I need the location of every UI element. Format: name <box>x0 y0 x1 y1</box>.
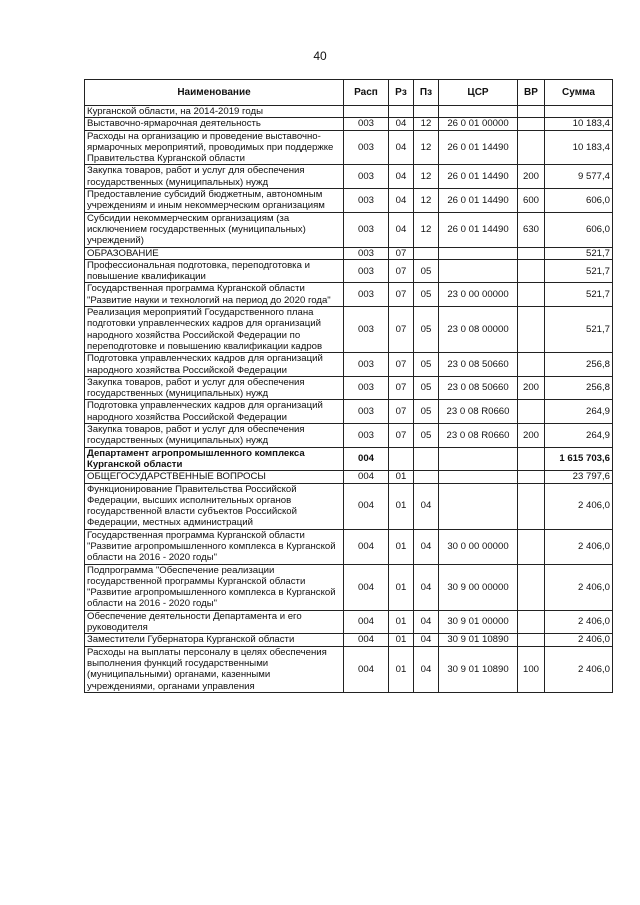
row-rasp <box>344 106 389 118</box>
row-pz: 05 <box>414 307 439 353</box>
row-rasp: 004 <box>344 447 389 471</box>
row-csr: 23 0 08 50660 <box>439 376 518 400</box>
row-pz: 12 <box>414 189 439 213</box>
row-name: Профессиональная подготовка, переподготовка и повышение квалификации <box>85 259 344 283</box>
row-csr: 26 0 01 00000 <box>439 118 518 130</box>
row-csr <box>439 447 518 471</box>
row-rasp: 003 <box>344 118 389 130</box>
row-rasp: 003 <box>344 247 389 259</box>
row-name: Государственная программа Курганской области "Развитие агропромышленного комплекса в Курганской области на 2016 - 2020 годы" <box>85 529 344 564</box>
row-rz: 07 <box>389 376 414 400</box>
row-vr <box>518 283 545 307</box>
row-rasp: 004 <box>344 610 389 634</box>
row-pz: 12 <box>414 130 439 165</box>
row-rasp: 004 <box>344 634 389 646</box>
row-rz: 01 <box>389 471 414 483</box>
table-row <box>85 353 613 377</box>
row-csr: 30 9 00 00000 <box>439 564 518 610</box>
row-vr: 200 <box>518 376 545 400</box>
row-csr: 26 0 01 14490 <box>439 165 518 189</box>
row-pz: 04 <box>414 483 439 529</box>
budget-table <box>84 79 613 693</box>
row-pz: 12 <box>414 118 439 130</box>
row-sum: 10 183,4 <box>545 130 613 165</box>
row-sum: 264,9 <box>545 424 613 448</box>
row-rasp: 004 <box>344 529 389 564</box>
table-row <box>85 212 613 247</box>
row-name: ОБЩЕГОСУДАРСТВЕННЫЕ ВОПРОСЫ <box>85 471 344 483</box>
row-rz: 07 <box>389 307 414 353</box>
row-vr: 200 <box>518 165 545 189</box>
row-rasp: 003 <box>344 259 389 283</box>
row-sum: 521,7 <box>545 247 613 259</box>
row-rasp: 003 <box>344 307 389 353</box>
header-rasp: Расп <box>344 80 389 106</box>
row-rz <box>389 106 414 118</box>
table-row <box>85 529 613 564</box>
row-sum: 2 406,0 <box>545 610 613 634</box>
table-row <box>85 165 613 189</box>
row-rasp: 004 <box>344 483 389 529</box>
row-name: Курганской области, на 2014-2019 годы <box>85 106 344 118</box>
header-csr: ЦСР <box>439 80 518 106</box>
table-row <box>85 424 613 448</box>
row-name: Обеспечение деятельности Департамента и его руководителя <box>85 610 344 634</box>
row-rasp: 004 <box>344 471 389 483</box>
table-row <box>85 376 613 400</box>
row-sum: 521,7 <box>545 283 613 307</box>
row-rz: 07 <box>389 259 414 283</box>
row-name: Выставочно-ярмарочная деятельность <box>85 118 344 130</box>
row-sum: 606,0 <box>545 212 613 247</box>
row-csr <box>439 259 518 283</box>
row-vr <box>518 634 545 646</box>
row-pz <box>414 247 439 259</box>
row-name: Закупка товаров, работ и услуг для обеспечения государственных (муниципальных) нужд <box>85 165 344 189</box>
row-pz: 05 <box>414 400 439 424</box>
row-csr: 23 0 08 00000 <box>439 307 518 353</box>
row-vr <box>518 353 545 377</box>
row-sum: 521,7 <box>545 259 613 283</box>
row-vr <box>518 400 545 424</box>
row-vr <box>518 564 545 610</box>
row-rasp: 003 <box>344 353 389 377</box>
row-rasp: 003 <box>344 165 389 189</box>
row-rasp: 003 <box>344 376 389 400</box>
row-rasp: 003 <box>344 130 389 165</box>
table-row <box>85 564 613 610</box>
row-csr: 26 0 01 14490 <box>439 212 518 247</box>
row-rz: 01 <box>389 529 414 564</box>
row-vr <box>518 447 545 471</box>
table-header-row <box>85 80 613 106</box>
row-name: ОБРАЗОВАНИЕ <box>85 247 344 259</box>
row-csr: 30 0 00 00000 <box>439 529 518 564</box>
row-name: Департамент агропромышленного комплекса Курганской области <box>85 447 344 471</box>
row-vr: 100 <box>518 646 545 692</box>
row-pz: 12 <box>414 165 439 189</box>
row-pz <box>414 447 439 471</box>
row-sum: 264,9 <box>545 400 613 424</box>
row-pz: 04 <box>414 646 439 692</box>
row-rz: 07 <box>389 353 414 377</box>
row-vr <box>518 118 545 130</box>
row-sum: 2 406,0 <box>545 646 613 692</box>
row-name: Заместители Губернатора Курганской области <box>85 634 344 646</box>
row-rz: 01 <box>389 483 414 529</box>
row-csr <box>439 483 518 529</box>
row-csr: 30 9 01 10890 <box>439 634 518 646</box>
row-rz: 07 <box>389 283 414 307</box>
row-rasp: 003 <box>344 400 389 424</box>
row-csr <box>439 247 518 259</box>
row-rz: 01 <box>389 564 414 610</box>
row-csr <box>439 471 518 483</box>
row-rz: 07 <box>389 247 414 259</box>
row-sum: 2 406,0 <box>545 564 613 610</box>
table-row <box>85 118 613 130</box>
row-name: Закупка товаров, работ и услуг для обеспечения государственных (муниципальных) нужд <box>85 376 344 400</box>
header-pz: Пз <box>414 80 439 106</box>
row-rasp: 003 <box>344 212 389 247</box>
row-csr: 23 0 08 R0660 <box>439 424 518 448</box>
row-rz: 07 <box>389 400 414 424</box>
row-name: Расходы на выплаты персоналу в целях обеспечения выполнения функций государственными (муниципальными) органами, казенными учреждениями, органами управления <box>85 646 344 692</box>
row-vr <box>518 307 545 353</box>
row-sum: 256,8 <box>545 376 613 400</box>
row-sum: 10 183,4 <box>545 118 613 130</box>
row-rz: 04 <box>389 189 414 213</box>
row-pz: 04 <box>414 529 439 564</box>
row-vr <box>518 106 545 118</box>
row-sum: 2 406,0 <box>545 634 613 646</box>
row-sum: 2 406,0 <box>545 483 613 529</box>
table-row <box>85 483 613 529</box>
row-rasp: 004 <box>344 564 389 610</box>
row-vr <box>518 247 545 259</box>
row-pz: 05 <box>414 424 439 448</box>
row-rasp: 003 <box>344 283 389 307</box>
row-name: Расходы на организацию и проведение выставочно-ярмарочных мероприятий, проводимых при поддержке Правительства Курганской области <box>85 130 344 165</box>
row-pz: 12 <box>414 212 439 247</box>
row-csr: 30 9 01 10890 <box>439 646 518 692</box>
row-vr <box>518 471 545 483</box>
row-pz: 05 <box>414 376 439 400</box>
row-csr: 23 0 08 50660 <box>439 353 518 377</box>
row-name: Подготовка управленческих кадров для организаций народного хозяйства Российской Федерации <box>85 400 344 424</box>
row-csr: 26 0 01 14490 <box>439 189 518 213</box>
row-pz <box>414 106 439 118</box>
row-pz: 05 <box>414 283 439 307</box>
header-sum: Сумма <box>545 80 613 106</box>
table-row <box>85 259 613 283</box>
row-pz: 04 <box>414 564 439 610</box>
row-csr <box>439 106 518 118</box>
row-sum: 2 406,0 <box>545 529 613 564</box>
row-name: Субсидии некоммерческим организациям (за исключением государственных (муниципальных) учреждений) <box>85 212 344 247</box>
table-row <box>85 646 613 692</box>
row-name: Функционирование Правительства Российской Федерации, высших исполнительных органов государственной власти субъектов Российской Федерации, местных администраций <box>85 483 344 529</box>
row-sum <box>545 106 613 118</box>
table-row <box>85 447 613 471</box>
row-vr <box>518 610 545 634</box>
row-rz <box>389 447 414 471</box>
row-csr: 23 0 08 R0660 <box>439 400 518 424</box>
table-row <box>85 189 613 213</box>
row-vr <box>518 483 545 529</box>
row-pz: 05 <box>414 259 439 283</box>
table-row <box>85 130 613 165</box>
row-rz: 04 <box>389 212 414 247</box>
row-csr: 26 0 01 14490 <box>439 130 518 165</box>
row-vr <box>518 259 545 283</box>
row-vr: 200 <box>518 424 545 448</box>
row-pz: 04 <box>414 610 439 634</box>
row-rz: 04 <box>389 118 414 130</box>
row-csr: 23 0 00 00000 <box>439 283 518 307</box>
row-name: Предоставление субсидий бюджетным, автономным учреждениям и иным некоммерческим организациям <box>85 189 344 213</box>
row-name: Подготовка управленческих кадров для организаций народного хозяйства Российской Федерации <box>85 353 344 377</box>
row-pz: 05 <box>414 353 439 377</box>
header-rz: Рз <box>389 80 414 106</box>
row-sum: 606,0 <box>545 189 613 213</box>
row-vr: 600 <box>518 189 545 213</box>
row-name: Закупка товаров, работ и услуг для обеспечения государственных (муниципальных) нужд <box>85 424 344 448</box>
row-rz: 07 <box>389 424 414 448</box>
table-row <box>85 247 613 259</box>
row-rz: 01 <box>389 610 414 634</box>
row-name: Государственная программа Курганской области "Развитие науки и технологий на период до 2020 года" <box>85 283 344 307</box>
table-row <box>85 634 613 646</box>
row-sum: 23 797,6 <box>545 471 613 483</box>
row-rz: 04 <box>389 165 414 189</box>
row-rasp: 003 <box>344 424 389 448</box>
row-sum: 1 615 703,6 <box>545 447 613 471</box>
page-number: 40 <box>313 49 327 63</box>
row-name: Реализация мероприятий Государственного плана подготовки управленческих кадров для организаций народного хозяйства Российской Федерации по переподготовке и повышению квалификации кадров <box>85 307 344 353</box>
row-pz <box>414 471 439 483</box>
row-rasp: 003 <box>344 189 389 213</box>
row-pz: 04 <box>414 634 439 646</box>
table-row <box>85 471 613 483</box>
row-vr <box>518 130 545 165</box>
header-vr: ВР <box>518 80 545 106</box>
row-rz: 04 <box>389 130 414 165</box>
row-vr <box>518 529 545 564</box>
row-name: Подпрограмма "Обеспечение реализации государственной программы Курганской области "Развитие агропромышленного комплекса в Курганской области на 2016 - 2020 годы" <box>85 564 344 610</box>
row-sum: 521,7 <box>545 307 613 353</box>
row-csr: 30 9 01 00000 <box>439 610 518 634</box>
row-rasp: 004 <box>344 646 389 692</box>
row-sum: 9 577,4 <box>545 165 613 189</box>
table-row <box>85 400 613 424</box>
row-rz: 01 <box>389 634 414 646</box>
row-vr: 630 <box>518 212 545 247</box>
table-row <box>85 106 613 118</box>
table-row <box>85 307 613 353</box>
table-row <box>85 610 613 634</box>
row-rz: 01 <box>389 646 414 692</box>
table-row <box>85 283 613 307</box>
header-name: Наименование <box>85 80 344 106</box>
row-sum: 256,8 <box>545 353 613 377</box>
